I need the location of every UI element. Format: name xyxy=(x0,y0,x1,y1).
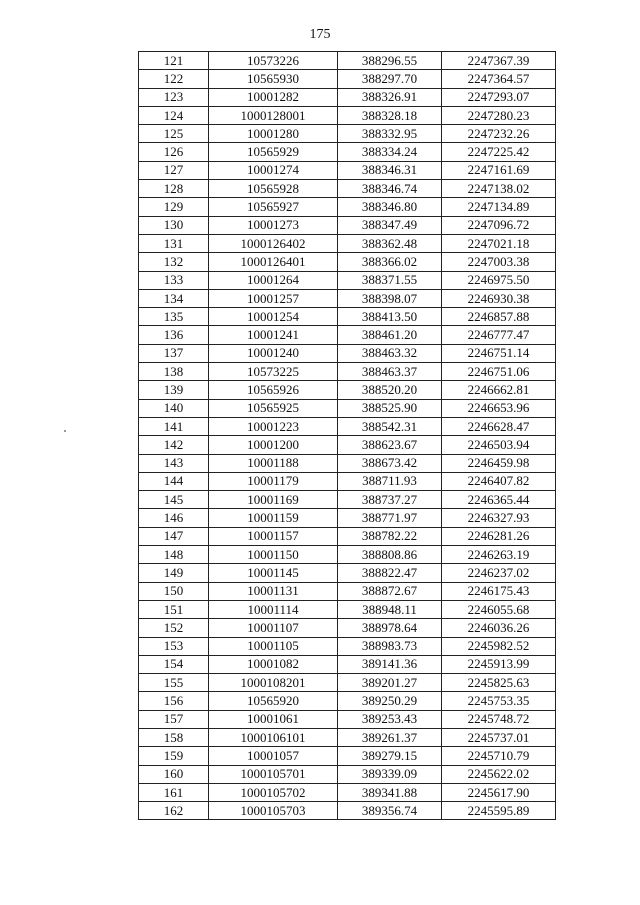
point-id-cell: 10001105 xyxy=(209,637,338,655)
table-row xyxy=(139,125,556,143)
table-row xyxy=(139,783,556,801)
row-number-cell: 154 xyxy=(139,655,209,673)
table-row xyxy=(139,234,556,252)
y-coordinate-cell: 2247096.72 xyxy=(442,216,556,234)
table-row xyxy=(139,52,556,70)
y-coordinate-cell: 2245753.35 xyxy=(442,692,556,710)
table-row xyxy=(139,454,556,472)
point-id-cell: 10001107 xyxy=(209,619,338,637)
row-number-cell: 142 xyxy=(139,436,209,454)
row-number-cell: 145 xyxy=(139,491,209,509)
y-coordinate-cell: 2247161.69 xyxy=(442,161,556,179)
point-id-cell: 10001240 xyxy=(209,344,338,362)
table-row xyxy=(139,289,556,307)
row-number-cell: 139 xyxy=(139,381,209,399)
x-coordinate-cell: 388413.50 xyxy=(338,308,442,326)
row-number-cell: 123 xyxy=(139,88,209,106)
row-number-cell: 158 xyxy=(139,728,209,746)
y-coordinate-cell: 2246365.44 xyxy=(442,491,556,509)
row-number-cell: 136 xyxy=(139,326,209,344)
row-number-cell: 135 xyxy=(139,308,209,326)
y-coordinate-cell: 2246751.14 xyxy=(442,344,556,362)
y-coordinate-cell: 2246055.68 xyxy=(442,600,556,618)
table-row xyxy=(139,509,556,527)
y-coordinate-cell: 2245913.99 xyxy=(442,655,556,673)
y-coordinate-cell: 2246857.88 xyxy=(442,308,556,326)
y-coordinate-cell: 2247138.02 xyxy=(442,180,556,198)
table-row xyxy=(139,161,556,179)
point-id-cell: 10565925 xyxy=(209,399,338,417)
y-coordinate-cell: 2246237.02 xyxy=(442,564,556,582)
table-row xyxy=(139,436,556,454)
table-row xyxy=(139,546,556,564)
row-number-cell: 138 xyxy=(139,363,209,381)
table-row xyxy=(139,381,556,399)
table-row xyxy=(139,600,556,618)
point-id-cell: 10573226 xyxy=(209,52,338,70)
x-coordinate-cell: 388346.31 xyxy=(338,161,442,179)
x-coordinate-cell: 388346.74 xyxy=(338,180,442,198)
x-coordinate-cell: 388371.55 xyxy=(338,271,442,289)
point-id-cell: 10565929 xyxy=(209,143,338,161)
point-id-cell: 10001264 xyxy=(209,271,338,289)
y-coordinate-cell: 2245982.52 xyxy=(442,637,556,655)
y-coordinate-cell: 2246459.98 xyxy=(442,454,556,472)
y-coordinate-cell: 2246975.50 xyxy=(442,271,556,289)
table-row xyxy=(139,674,556,692)
row-number-cell: 127 xyxy=(139,161,209,179)
y-coordinate-cell: 2246662.81 xyxy=(442,381,556,399)
table-row xyxy=(139,765,556,783)
table-row xyxy=(139,655,556,673)
row-number-cell: 126 xyxy=(139,143,209,161)
row-number-cell: 144 xyxy=(139,472,209,490)
row-number-cell: 141 xyxy=(139,417,209,435)
x-coordinate-cell: 389253.43 xyxy=(338,710,442,728)
row-number-cell: 121 xyxy=(139,52,209,70)
table-row xyxy=(139,491,556,509)
point-id-cell: 1000105701 xyxy=(209,765,338,783)
y-coordinate-cell: 2246503.94 xyxy=(442,436,556,454)
y-coordinate-cell: 2246930.38 xyxy=(442,289,556,307)
row-number-cell: 133 xyxy=(139,271,209,289)
x-coordinate-cell: 388297.70 xyxy=(338,70,442,88)
row-number-cell: 147 xyxy=(139,527,209,545)
y-coordinate-cell: 2245622.02 xyxy=(442,765,556,783)
point-id-cell: 10001254 xyxy=(209,308,338,326)
point-id-cell: 10001273 xyxy=(209,216,338,234)
table-row xyxy=(139,417,556,435)
y-coordinate-cell: 2245825.63 xyxy=(442,674,556,692)
row-number-cell: 129 xyxy=(139,198,209,216)
point-id-cell: 10001274 xyxy=(209,161,338,179)
y-coordinate-cell: 2246777.47 xyxy=(442,326,556,344)
row-number-cell: 134 xyxy=(139,289,209,307)
point-id-cell: 10001157 xyxy=(209,527,338,545)
y-coordinate-cell: 2246036.26 xyxy=(442,619,556,637)
row-number-cell: 156 xyxy=(139,692,209,710)
x-coordinate-cell: 388782.22 xyxy=(338,527,442,545)
y-coordinate-cell: 2247293.07 xyxy=(442,88,556,106)
x-coordinate-cell: 388978.64 xyxy=(338,619,442,637)
y-coordinate-cell: 2246653.96 xyxy=(442,399,556,417)
row-number-cell: 130 xyxy=(139,216,209,234)
row-number-cell: 150 xyxy=(139,582,209,600)
x-coordinate-cell: 388711.93 xyxy=(338,472,442,490)
y-coordinate-cell: 2247021.18 xyxy=(442,234,556,252)
row-number-cell: 137 xyxy=(139,344,209,362)
point-id-cell: 10001257 xyxy=(209,289,338,307)
x-coordinate-cell: 388326.91 xyxy=(338,88,442,106)
row-number-cell: 131 xyxy=(139,234,209,252)
y-coordinate-cell: 2246281.26 xyxy=(442,527,556,545)
row-number-cell: 125 xyxy=(139,125,209,143)
x-coordinate-cell: 388822.47 xyxy=(338,564,442,582)
y-coordinate-cell: 2247134.89 xyxy=(442,198,556,216)
x-coordinate-cell: 388296.55 xyxy=(338,52,442,70)
x-coordinate-cell: 388328.18 xyxy=(338,106,442,124)
point-id-cell: 10001057 xyxy=(209,747,338,765)
point-id-cell: 10001145 xyxy=(209,564,338,582)
row-number-cell: 124 xyxy=(139,106,209,124)
x-coordinate-cell: 388737.27 xyxy=(338,491,442,509)
y-coordinate-cell: 2245595.89 xyxy=(442,802,556,820)
y-coordinate-cell: 2245737.01 xyxy=(442,728,556,746)
table-row xyxy=(139,253,556,271)
row-number-cell: 128 xyxy=(139,180,209,198)
y-coordinate-cell: 2246628.47 xyxy=(442,417,556,435)
table-row xyxy=(139,527,556,545)
table-row xyxy=(139,728,556,746)
x-coordinate-cell: 388362.48 xyxy=(338,234,442,252)
x-coordinate-cell: 388520.20 xyxy=(338,381,442,399)
table-row xyxy=(139,216,556,234)
row-number-cell: 155 xyxy=(139,674,209,692)
table-row xyxy=(139,106,556,124)
point-id-cell: 10001188 xyxy=(209,454,338,472)
row-number-cell: 132 xyxy=(139,253,209,271)
point-id-cell: 10565928 xyxy=(209,180,338,198)
table-row xyxy=(139,747,556,765)
y-coordinate-cell: 2246327.93 xyxy=(442,509,556,527)
point-id-cell: 10001223 xyxy=(209,417,338,435)
point-id-cell: 1000105703 xyxy=(209,802,338,820)
row-number-cell: 151 xyxy=(139,600,209,618)
point-id-cell: 1000126401 xyxy=(209,253,338,271)
x-coordinate-cell: 389341.88 xyxy=(338,783,442,801)
point-id-cell: 10565926 xyxy=(209,381,338,399)
row-number-cell: 122 xyxy=(139,70,209,88)
table-row xyxy=(139,692,556,710)
x-coordinate-cell: 388346.80 xyxy=(338,198,442,216)
x-coordinate-cell: 388983.73 xyxy=(338,637,442,655)
x-coordinate-cell: 389141.36 xyxy=(338,655,442,673)
table-row xyxy=(139,326,556,344)
x-coordinate-cell: 388463.32 xyxy=(338,344,442,362)
point-id-cell: 1000106101 xyxy=(209,728,338,746)
table-row xyxy=(139,271,556,289)
y-coordinate-cell: 2247232.26 xyxy=(442,125,556,143)
y-coordinate-cell: 2247364.57 xyxy=(442,70,556,88)
table-row xyxy=(139,308,556,326)
table-row xyxy=(139,637,556,655)
table-row xyxy=(139,564,556,582)
y-coordinate-cell: 2245617.90 xyxy=(442,783,556,801)
row-number-cell: 153 xyxy=(139,637,209,655)
y-coordinate-cell: 2247280.23 xyxy=(442,106,556,124)
y-coordinate-cell: 2247225.42 xyxy=(442,143,556,161)
row-number-cell: 140 xyxy=(139,399,209,417)
x-coordinate-cell: 389356.74 xyxy=(338,802,442,820)
x-coordinate-cell: 388347.49 xyxy=(338,216,442,234)
x-coordinate-cell: 389279.15 xyxy=(338,747,442,765)
table-row xyxy=(139,802,556,820)
x-coordinate-cell: 388463.37 xyxy=(338,363,442,381)
point-id-cell: 10001131 xyxy=(209,582,338,600)
y-coordinate-cell: 2247003.38 xyxy=(442,253,556,271)
point-id-cell: 10001280 xyxy=(209,125,338,143)
y-coordinate-cell: 2246751.06 xyxy=(442,363,556,381)
x-coordinate-cell: 388872.67 xyxy=(338,582,442,600)
y-coordinate-cell: 2247367.39 xyxy=(442,52,556,70)
point-id-cell: 10001241 xyxy=(209,326,338,344)
x-coordinate-cell: 388542.31 xyxy=(338,417,442,435)
table-row xyxy=(139,88,556,106)
point-id-cell: 10001114 xyxy=(209,600,338,618)
x-coordinate-cell: 388623.67 xyxy=(338,436,442,454)
point-id-cell: 10001282 xyxy=(209,88,338,106)
table-row xyxy=(139,344,556,362)
y-coordinate-cell: 2245710.79 xyxy=(442,747,556,765)
table-row xyxy=(139,399,556,417)
x-coordinate-cell: 389201.27 xyxy=(338,674,442,692)
margin-speck xyxy=(64,430,66,432)
y-coordinate-cell: 2245748.72 xyxy=(442,710,556,728)
x-coordinate-cell: 388398.07 xyxy=(338,289,442,307)
table-row xyxy=(139,180,556,198)
point-id-cell: 1000126402 xyxy=(209,234,338,252)
x-coordinate-cell: 388332.95 xyxy=(338,125,442,143)
point-id-cell: 1000128001 xyxy=(209,106,338,124)
row-number-cell: 149 xyxy=(139,564,209,582)
table-row xyxy=(139,198,556,216)
row-number-cell: 143 xyxy=(139,454,209,472)
row-number-cell: 162 xyxy=(139,802,209,820)
row-number-cell: 161 xyxy=(139,783,209,801)
page-number: 175 xyxy=(309,27,331,42)
x-coordinate-cell: 388771.97 xyxy=(338,509,442,527)
point-id-cell: 10001179 xyxy=(209,472,338,490)
point-id-cell: 1000105702 xyxy=(209,783,338,801)
x-coordinate-cell: 388461.20 xyxy=(338,326,442,344)
point-id-cell: 10001159 xyxy=(209,509,338,527)
coordinates-table xyxy=(138,51,556,820)
point-id-cell: 10565920 xyxy=(209,692,338,710)
table-row xyxy=(139,472,556,490)
x-coordinate-cell: 388525.90 xyxy=(338,399,442,417)
y-coordinate-cell: 2246407.82 xyxy=(442,472,556,490)
point-id-cell: 10001082 xyxy=(209,655,338,673)
table-row xyxy=(139,582,556,600)
y-coordinate-cell: 2246263.19 xyxy=(442,546,556,564)
point-id-cell: 10565927 xyxy=(209,198,338,216)
row-number-cell: 148 xyxy=(139,546,209,564)
x-coordinate-cell: 388366.02 xyxy=(338,253,442,271)
table-row xyxy=(139,710,556,728)
x-coordinate-cell: 389261.37 xyxy=(338,728,442,746)
x-coordinate-cell: 389250.29 xyxy=(338,692,442,710)
point-id-cell: 10001150 xyxy=(209,546,338,564)
point-id-cell: 10001169 xyxy=(209,491,338,509)
x-coordinate-cell: 388948.11 xyxy=(338,600,442,618)
coordinates-table-body xyxy=(139,52,556,820)
x-coordinate-cell: 389339.09 xyxy=(338,765,442,783)
row-number-cell: 157 xyxy=(139,710,209,728)
point-id-cell: 1000108201 xyxy=(209,674,338,692)
x-coordinate-cell: 388334.24 xyxy=(338,143,442,161)
point-id-cell: 10573225 xyxy=(209,363,338,381)
row-number-cell: 159 xyxy=(139,747,209,765)
table-row xyxy=(139,363,556,381)
table-row xyxy=(139,619,556,637)
table-row xyxy=(139,143,556,161)
point-id-cell: 10565930 xyxy=(209,70,338,88)
row-number-cell: 152 xyxy=(139,619,209,637)
row-number-cell: 160 xyxy=(139,765,209,783)
table-row xyxy=(139,70,556,88)
y-coordinate-cell: 2246175.43 xyxy=(442,582,556,600)
x-coordinate-cell: 388673.42 xyxy=(338,454,442,472)
point-id-cell: 10001061 xyxy=(209,710,338,728)
row-number-cell: 146 xyxy=(139,509,209,527)
x-coordinate-cell: 388808.86 xyxy=(338,546,442,564)
point-id-cell: 10001200 xyxy=(209,436,338,454)
